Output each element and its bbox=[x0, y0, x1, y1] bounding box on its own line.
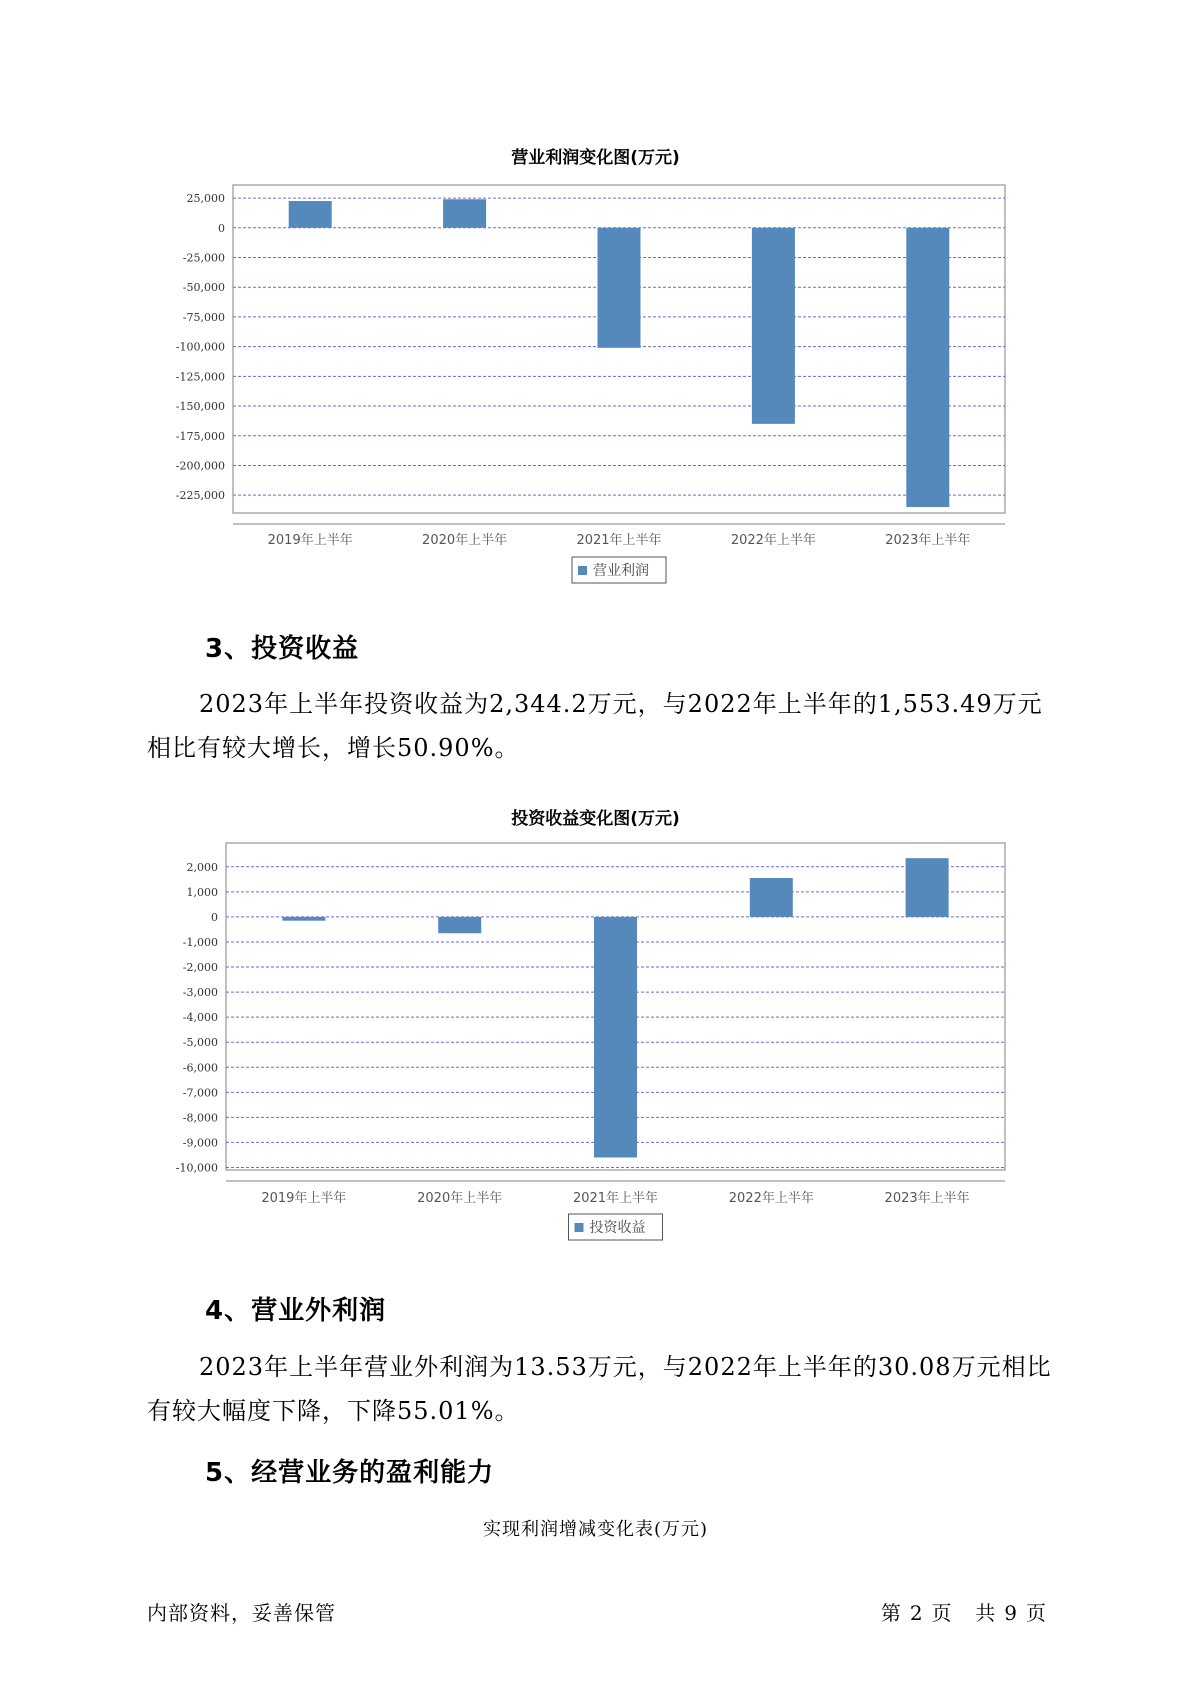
x-tick-label: 2021年上半年 bbox=[576, 533, 662, 548]
y-tick-label: 0 bbox=[218, 221, 225, 235]
bar bbox=[906, 858, 949, 917]
y-tick-label: -150,000 bbox=[175, 400, 225, 414]
y-tick-label: -5,000 bbox=[182, 1036, 218, 1050]
footer-page-number bbox=[877, 1597, 1051, 1626]
section-3-paragraph: 2023年上半年投资收益为2,344.2万元，与2022年上半年的1,553.49万元相比有较大增长，增长50.90%。 bbox=[147, 690, 1043, 762]
y-tick-label: -1,000 bbox=[182, 935, 218, 949]
x-tick-label: 2023年上半年 bbox=[885, 533, 971, 548]
bar bbox=[752, 228, 795, 424]
section-4-paragraph: 2023年上半年营业外利润为13.53万元，与2022年上半年的30.08万元相比有较大幅度下降，下降55.01%。 bbox=[147, 1353, 1052, 1425]
bar bbox=[438, 917, 481, 933]
table-caption: 实现利润增减变化表(万元) bbox=[482, 1519, 709, 1540]
operating-profit-chart-title: 营业利润变化图(万元) bbox=[511, 148, 680, 168]
y-tick-label: -100,000 bbox=[175, 340, 225, 354]
y-tick-label: -50,000 bbox=[182, 281, 225, 295]
y-tick-label: 0 bbox=[211, 910, 218, 924]
investment-income-chart-title: 投资收益变化图(万元) bbox=[511, 809, 680, 829]
y-tick-label: 1,000 bbox=[186, 885, 218, 899]
legend-swatch bbox=[575, 1223, 584, 1232]
y-tick-label: 2,000 bbox=[186, 860, 218, 874]
footer-confidential-note: 内部资料，妥善保管 bbox=[147, 1601, 336, 1625]
x-tick-label: 2021年上半年 bbox=[572, 1191, 659, 1206]
total-unit: 页 bbox=[1026, 1601, 1047, 1625]
total-pages: 9 bbox=[1004, 1601, 1018, 1625]
section-5-heading: 5、经营业务的盈利能力 bbox=[205, 1458, 495, 1488]
x-tick-label: 2023年上半年 bbox=[884, 1191, 970, 1206]
y-tick-label: -10,000 bbox=[175, 1161, 218, 1175]
bar bbox=[598, 228, 641, 348]
legend-swatch bbox=[578, 566, 587, 575]
bar bbox=[594, 917, 637, 1158]
operating-profit-chart bbox=[0, 170, 1191, 595]
y-tick-label: -75,000 bbox=[182, 310, 225, 324]
y-tick-label: -7,000 bbox=[182, 1086, 218, 1100]
x-tick-label: 2022年上半年 bbox=[730, 533, 816, 548]
y-tick-label: -2,000 bbox=[182, 961, 218, 975]
page-number: 2 bbox=[909, 1601, 924, 1625]
x-tick-label: 2019年上半年 bbox=[261, 1191, 347, 1206]
investment-income-chart bbox=[0, 834, 1191, 1259]
page-unit: 页 bbox=[931, 1601, 953, 1625]
bar bbox=[443, 199, 486, 228]
x-tick-label: 2020年上半年 bbox=[422, 533, 508, 548]
y-tick-label: -25,000 bbox=[182, 251, 225, 265]
bar bbox=[750, 878, 793, 917]
y-tick-label: -6,000 bbox=[182, 1061, 218, 1075]
y-tick-label: 25,000 bbox=[186, 192, 225, 206]
y-tick-label: -4,000 bbox=[182, 1011, 218, 1025]
y-tick-label: -3,000 bbox=[182, 986, 218, 1000]
bar bbox=[289, 201, 332, 228]
y-tick-label: -175,000 bbox=[175, 429, 225, 443]
section-4-heading: 4、营业外利润 bbox=[205, 1296, 387, 1326]
bar bbox=[906, 228, 949, 507]
y-tick-label: -8,000 bbox=[182, 1111, 218, 1125]
x-tick-label: 2022年上半年 bbox=[728, 1191, 814, 1206]
legend-label: 投资收益 bbox=[589, 1220, 646, 1236]
y-tick-label: -225,000 bbox=[175, 489, 225, 503]
section-3-heading: 3、投资收益 bbox=[205, 634, 360, 664]
x-tick-label: 2020年上半年 bbox=[417, 1191, 503, 1206]
total-prefix: 共 bbox=[975, 1601, 997, 1625]
x-tick-label: 2019年上半年 bbox=[267, 533, 353, 548]
y-tick-label: -9,000 bbox=[182, 1136, 218, 1150]
y-tick-label: -200,000 bbox=[175, 459, 225, 473]
page-prefix: 第 bbox=[880, 1601, 902, 1625]
y-tick-label: -125,000 bbox=[175, 370, 225, 384]
legend-label: 营业利润 bbox=[593, 563, 649, 579]
bar bbox=[282, 917, 325, 921]
